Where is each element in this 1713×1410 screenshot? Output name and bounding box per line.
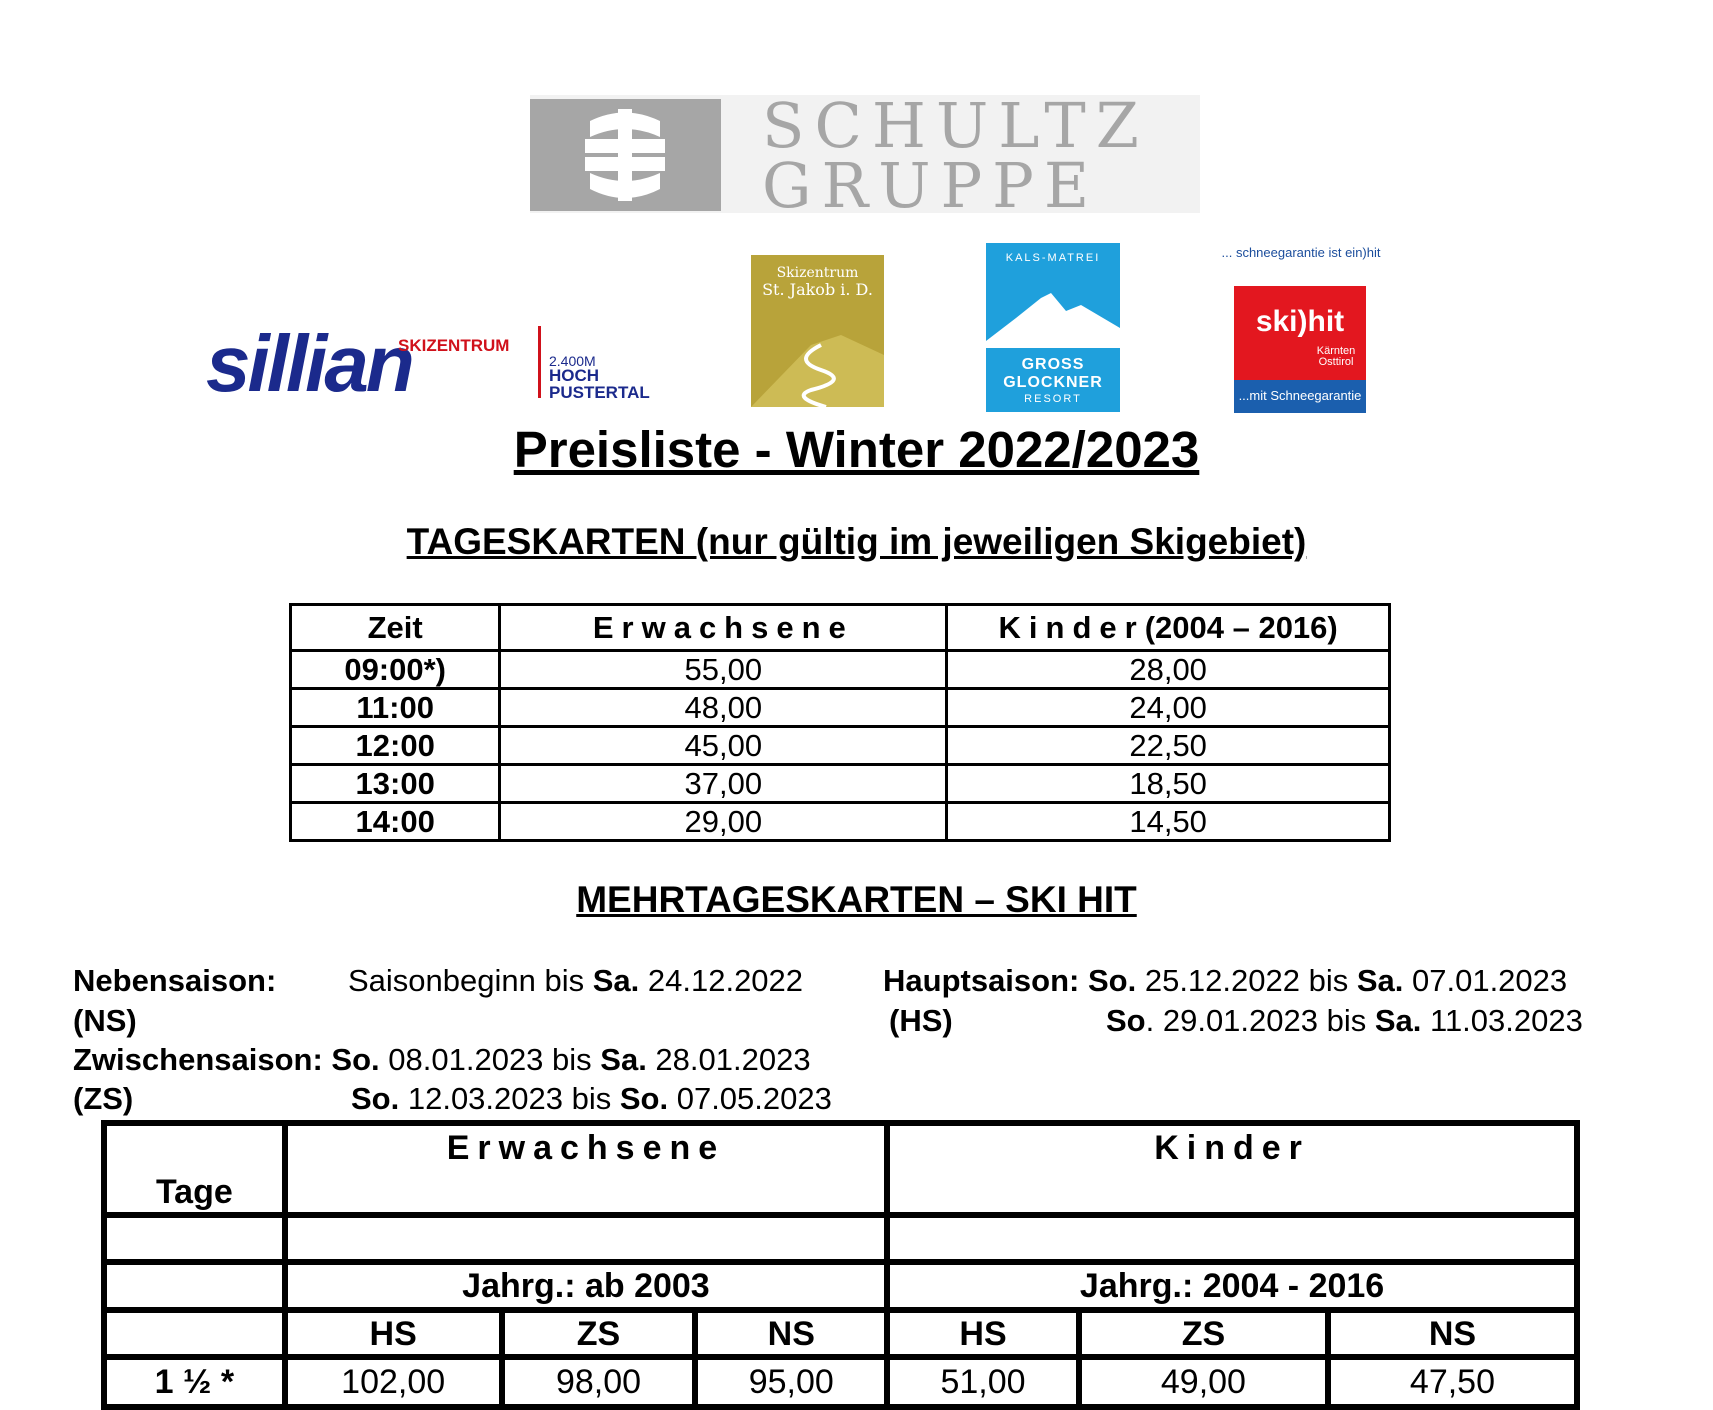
table-jahrgang-row	[104, 1262, 1577, 1310]
zs2-date1: 12.03.2023 bis	[399, 1081, 620, 1116]
sillian-divider	[538, 326, 541, 398]
page-title: Preisliste - Winter 2022/2023	[513, 421, 1200, 478]
sillian-skizentrum: SKIZENTRUM	[398, 336, 510, 355]
table-row	[291, 727, 1390, 765]
tageskarten-heading: TAGESKARTEN (nur gültig im jeweiligen Skigebiet)	[406, 521, 1307, 562]
cell-zeit: 11:00	[291, 689, 500, 727]
schultz-line1: SCHULTZ	[762, 89, 1149, 162]
cell-zeit: 12:00	[291, 727, 500, 765]
skihit-footer: ...mit Schneegarantie	[1238, 388, 1362, 403]
hs1-date1: 25.12.2022 bis	[1136, 963, 1357, 998]
cell-erwachsene: 55,00	[500, 651, 947, 689]
sillian-pustertal: PUSTERTAL	[549, 383, 650, 402]
glockner-top: KALS-MATREI	[1005, 252, 1101, 264]
mountain-path-icon	[751, 325, 884, 407]
glockner-line3: RESORT	[1024, 393, 1082, 405]
ns-text: Saisonbeginn bis	[348, 963, 593, 998]
ns-label-text: Nebensaison:	[73, 963, 277, 998]
cell-kinder: 22,50	[947, 727, 1390, 765]
header-k-zs: ZS	[1079, 1310, 1328, 1357]
empty-cell	[104, 1262, 285, 1310]
table-header-row	[104, 1123, 1577, 1215]
sillian-name: sillian	[206, 319, 412, 408]
table-row	[291, 803, 1390, 841]
cell-zeit: 14:00	[291, 803, 500, 841]
zs-line1	[73, 1041, 811, 1079]
sillian-altitude: 2.400M	[549, 353, 596, 369]
zs1-date1: 08.01.2023 bis	[379, 1042, 601, 1077]
cell-kinder: 24,00	[947, 689, 1390, 727]
jahrgang-kinder: Jahrg.: 2004 - 2016	[887, 1262, 1577, 1310]
cell-erwachsene: 37,00	[500, 765, 947, 803]
table-row	[291, 651, 1390, 689]
ns-abbr-text: (NS)	[73, 1003, 137, 1038]
cell-e-hs: 102,00	[285, 1357, 502, 1407]
zs-label: Zwischensaison:	[73, 1042, 323, 1077]
skihit-region2: Osttirol	[1318, 356, 1354, 368]
table-row	[104, 1357, 1577, 1407]
zs-abbr-text: (ZS)	[73, 1081, 134, 1116]
mehrtageskarten-table	[101, 1120, 1580, 1410]
empty-cell	[104, 1310, 285, 1357]
header-e-hs: HS	[285, 1310, 502, 1357]
schultz-gruppe-logo	[530, 89, 1200, 222]
header-tage: Tage	[104, 1123, 285, 1215]
cell-kinder: 14,50	[947, 803, 1390, 841]
zs1-day1: So.	[331, 1042, 380, 1077]
glockner-line2: GLOCKNER	[1003, 374, 1103, 391]
glockner-line1: GROSS	[1021, 356, 1085, 373]
zs-line2	[351, 1080, 832, 1118]
hs1-date2: 07.01.2023	[1403, 963, 1568, 998]
header-e-zs: ZS	[502, 1310, 696, 1357]
table-spacer-row	[104, 1215, 1577, 1262]
zs1-date2: 28.01.2023	[646, 1042, 811, 1077]
ns-dates	[348, 962, 803, 1000]
cell-e-ns: 95,00	[695, 1357, 887, 1407]
header-kinder	[947, 605, 1390, 651]
skihit-tagline: ... schneegarantie ist ein)hit	[1221, 245, 1381, 260]
header-kinder-range: (2004 – 2016)	[1144, 610, 1338, 645]
zs2-day2: So.	[619, 1081, 669, 1116]
header-kinder-label: Kinder	[998, 610, 1145, 645]
jahrgang-erwachsene: Jahrg.: ab 2003	[285, 1262, 887, 1310]
table-row	[291, 689, 1390, 727]
skihit-logo	[1208, 243, 1394, 413]
cell-k-ns: 47,50	[1328, 1357, 1577, 1407]
header-kinder: Kinder	[887, 1123, 1577, 1215]
zs1-day2: Sa.	[600, 1042, 647, 1077]
empty-cell	[104, 1215, 285, 1262]
schultz-line2: GRUPPE	[762, 149, 1100, 222]
hs2-day2: Sa.	[1374, 1003, 1422, 1038]
hs-abbr	[889, 1002, 953, 1040]
hs-line2	[1106, 1002, 1583, 1040]
header-k-ns: NS	[1328, 1310, 1577, 1357]
hs1-day1: So.	[1087, 963, 1137, 998]
cell-erwachsene: 48,00	[500, 689, 947, 727]
table-header-row	[291, 605, 1390, 651]
header-k-hs: HS	[887, 1310, 1079, 1357]
cell-zeit: 13:00	[291, 765, 500, 803]
hs2-date2: 11.03.2023	[1421, 1003, 1583, 1038]
table-season-row	[104, 1310, 1577, 1357]
ns-abbr	[73, 1002, 137, 1040]
cell-k-zs: 49,00	[1079, 1357, 1328, 1407]
stjakob-line2: St. Jakob i. D.	[762, 280, 873, 299]
cell-e-zs: 98,00	[502, 1357, 696, 1407]
hs2-day1: So	[1106, 1003, 1146, 1038]
empty-cell	[285, 1215, 887, 1262]
hs-line1	[883, 962, 1567, 1000]
grossglockner-logo	[986, 243, 1120, 412]
hs2-date1: . 29.01.2023 bis	[1145, 1003, 1375, 1038]
ns-label	[73, 962, 276, 1000]
tageskarten-table	[289, 603, 1391, 842]
cell-kinder: 28,00	[947, 651, 1390, 689]
header-e-ns: NS	[695, 1310, 887, 1357]
header-erwachsene: Erwachsene	[285, 1123, 887, 1215]
table-row	[291, 765, 1390, 803]
cell-zeit: 09:00*)	[291, 651, 500, 689]
zs2-day1: So.	[351, 1081, 400, 1116]
stjakob-line1: Skizentrum	[776, 265, 859, 281]
header-erwachsene: Erwachsene	[500, 605, 947, 651]
stjakob-logo	[751, 255, 884, 407]
zs2-date2: 07.05.2023	[668, 1081, 832, 1116]
hs1-day2: Sa.	[1356, 963, 1404, 998]
mehrtageskarten-heading: MEHRTAGESKARTEN – SKI HIT	[576, 879, 1137, 920]
ns-date: 24.12.2022	[639, 963, 804, 998]
header-zeit: Zeit	[291, 605, 500, 651]
cell-erwachsene: 29,00	[500, 803, 947, 841]
hs-label: Hauptsaison:	[883, 963, 1080, 998]
empty-cell	[887, 1215, 1577, 1262]
skihit-region1: Kärnten	[1316, 345, 1356, 357]
hs-abbr-text: (HS)	[889, 1003, 953, 1038]
ns-day: Sa.	[592, 963, 640, 998]
cell-tage: 1 ½ *	[104, 1357, 285, 1407]
cell-k-hs: 51,00	[887, 1357, 1079, 1407]
sillian-logo	[198, 311, 673, 407]
schultz-emblem-icon	[530, 99, 721, 211]
sillian-hoch: HOCH	[549, 366, 600, 385]
skihit-name: ski)hit	[1255, 305, 1345, 338]
zs-abbr	[73, 1080, 133, 1118]
cell-erwachsene: 45,00	[500, 727, 947, 765]
cell-kinder: 18,50	[947, 765, 1390, 803]
mountain-icon	[986, 283, 1120, 348]
